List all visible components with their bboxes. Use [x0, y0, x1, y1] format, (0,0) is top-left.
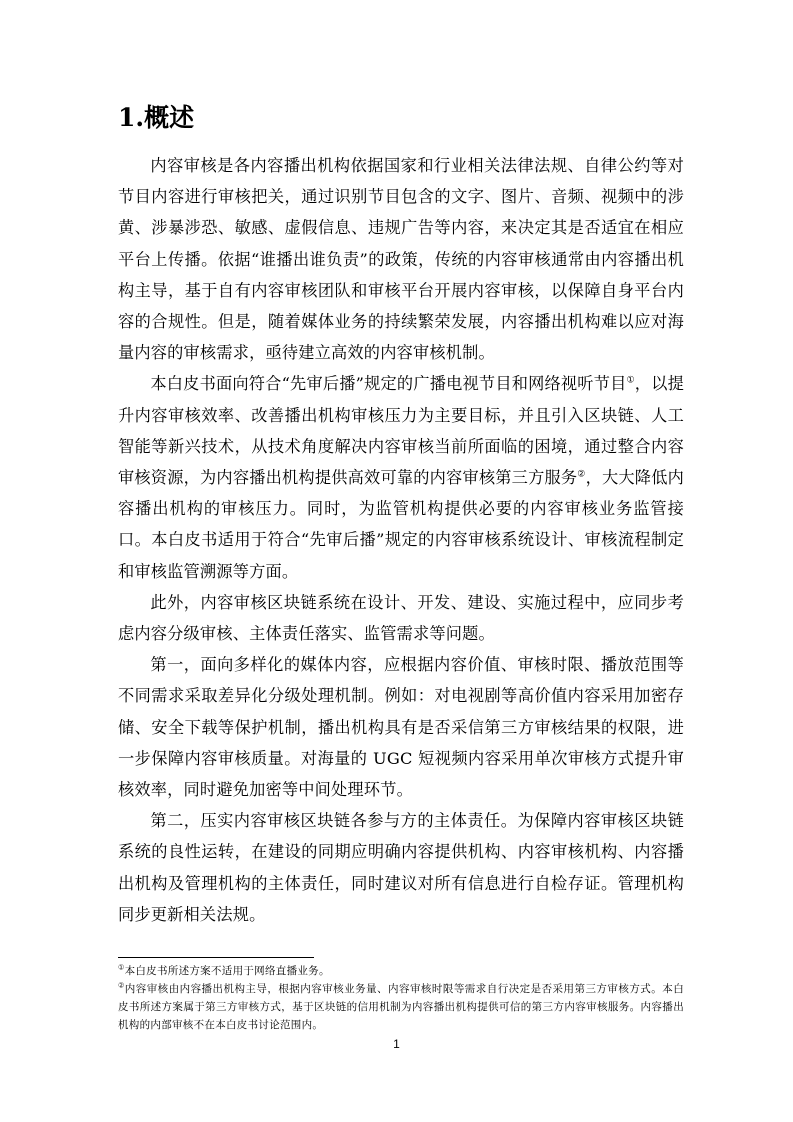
- page-number: 1: [393, 1037, 400, 1051]
- paragraph-second-point: [118, 805, 684, 930]
- body-text: [118, 150, 684, 930]
- paragraph-text: 第二，压实内容审核区块链各参与方的主体责任。为保障内容审核区块链系统的良性运转，在建设的同期应明确内容提供机构、内容审核机构、内容播出机构及管理机构的主体责任，同时建议对所有信息进行自检存证。管理机构同步更新相关法规。: [118, 811, 684, 924]
- footnote-ref-1[interactable]: ①: [626, 376, 635, 387]
- footnote-1: [118, 962, 684, 980]
- paragraph-considerations: [118, 587, 684, 649]
- footnote-divider: [118, 957, 314, 958]
- paragraph-text: ，大大降低内容播出机构的审核压力。同时，为监管机构提供必要的内容审核业务监管接口。本白皮书适用于符合“先审后播”规定的内容审核系统设计、审核流程制定和审核监管溯源等方面。: [118, 468, 684, 581]
- section-heading: 1.概述: [118, 103, 195, 132]
- paragraph-text: ，以提升内容审核效率、改善播出机构审核压力为主要目标，并且引入区块链、人工智能等新兴技术，从技术角度解决内容审核当前所面临的困境，通过整合内容审核资源，为内容播出机构提供高效可靠的内容审核第三方服务: [118, 374, 684, 488]
- paragraph-scope: [118, 368, 684, 586]
- paragraph-overview: [118, 150, 684, 368]
- footnote-ref-2[interactable]: ②: [577, 469, 586, 480]
- footnote-marker: ①: [118, 963, 125, 972]
- paragraph-text: 第一，面向多样化的媒体内容，应根据内容价值、审核时限、播放范围等不同需求采取差异化分级处理机制。例如：对电视剧等高价值内容采用加密存储、安全下载等保护机制，播出机构具有是否采信第三方审核结果的权限，进一步保障内容审核质量。对海量的 UGC 短视频内容采用单次审核方式提升审核效率，同时避免加密等中间处理环节。: [118, 655, 684, 800]
- footnote-text: 内容审核由内容播出机构主导，根据内容审核业务量、内容审核时限等需求自行决定是否采用第三方审核方式。本白皮书所述方案属于第三方审核方式，基于区块链的信用机制为内容播出机构提供可信的第三方内容审核服务。内容播出机构的内部审核不在本白皮书讨论范围内。: [118, 983, 684, 1031]
- footnotes: [118, 962, 684, 1034]
- footnote-text: 本白皮书所述方案不适用于网络直播业务。: [124, 965, 330, 977]
- paragraph-text: 内容审核是各内容播出机构依据国家和行业相关法律法规、自律公约等对节目内容进行审核把关，通过识别节目包含的文字、图片、音频、视频中的涉黄、涉暴涉恐、敏感、虚假信息、违规广告等内容，来决定其是否适宜在相应平台上传播。依据“谁播出谁负责”的政策，传统的内容审核通常由内容播出机构主导，基于自有内容审核团队和审核平台开展内容审核，以保障自身平台内容的合规性。但是，随着媒体业务的持续繁荣发展，内容播出机构难以应对海量内容的审核需求，亟待建立高效的内容审核机制。: [118, 156, 684, 363]
- footnote-2: [118, 980, 684, 1034]
- paragraph-first-point: [118, 649, 684, 805]
- paragraph-text: 此外，内容审核区块链系统在设计、开发、建设、实施过程中，应同步考虑内容分级审核、主体责任落实、监管需求等问题。: [118, 592, 684, 644]
- paragraph-text: 本白皮书面向符合“先审后播”规定的广播电视节目和网络视听节目: [150, 374, 627, 394]
- footnote-marker: ②: [118, 981, 125, 990]
